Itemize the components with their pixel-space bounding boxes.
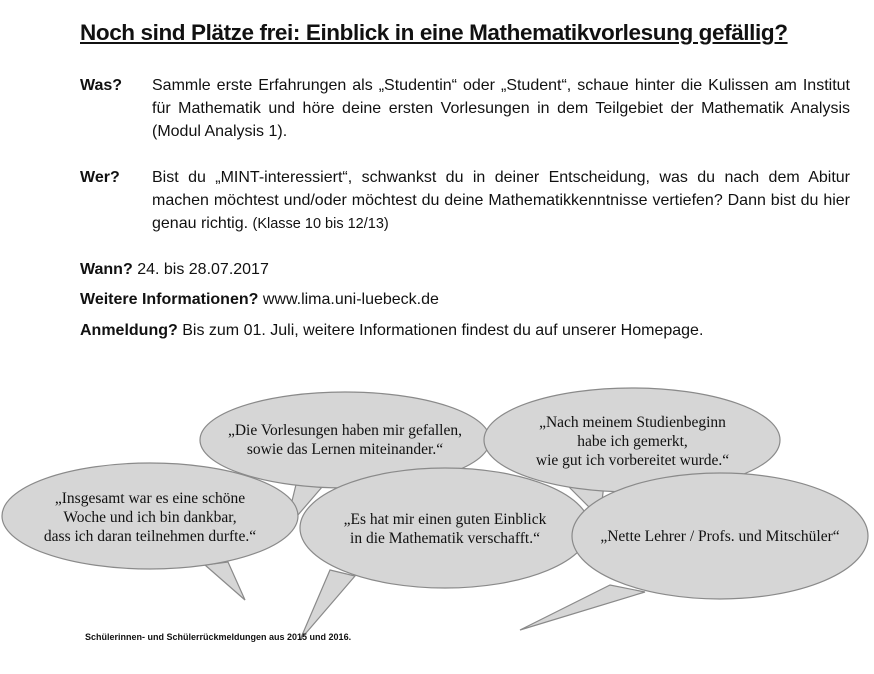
info-url: www.lima.uni-luebeck.de (262, 291, 439, 308)
anmeldung-label: Anmeldung? (80, 322, 178, 339)
quote-studienbeginn: „Nach meinem Studienbeginn habe ich gemerkt, wie gut ich vorbereitet wurde.“ (535, 414, 730, 469)
was-label: Was? (80, 77, 123, 94)
wann-text: 24. bis 28.07.2017 (137, 261, 269, 278)
was-text: Sammle erste Erfahrungen als „Studentin“ oder „Student“, schaue hinter die Kulissen am Institut für Mathematik und höre deine ersten Vorlesungen in dem Teilgebiet der Mathematik Analysis (Modul Analysis 1). (152, 77, 850, 140)
anmeldung-text: Bis zum 01. Juli, weitere Informationen findest du auf unserer Homepage. (182, 322, 704, 339)
wer-label: Wer? (80, 169, 120, 186)
footnote: Schülerinnen- und Schülerrückmeldungen aus 2015 und 2016. (85, 632, 352, 642)
bubble-einblick (300, 468, 590, 640)
wer-body: Bist du „MINT-interessiert“, schwankst du in deiner Entscheidung, was du nach dem Abitur machen möchtest und/oder möchtest du deine Mathematikkenntnisse vertiefen? Dann bist du hier genau richtig. (152, 169, 850, 232)
quote-lehrer: „Nette Lehrer / Profs. und Mitschüler“ (600, 528, 840, 545)
info-label: Weitere Informationen? (80, 291, 259, 308)
quote-einblick: „Es hat mir einen guten Einblick in die Mathematik verschafft.“ (343, 511, 547, 547)
wann-label: Wann? (80, 261, 133, 278)
page-title: Noch sind Plätze frei: Einblick in eine Mathematikvorlesung gefällig? (80, 20, 788, 45)
quote-vorlesungen: „Die Vorlesungen haben mir gefallen, sowie das Lernen miteinander.“ (227, 422, 462, 458)
quote-insgesamt: „Insgesamt war es eine schöne Woche und ich bin dankbar, dass ich daran teilnehmen durfte.“ (43, 490, 257, 545)
wer-note: (Klasse 10 bis 12/13) (252, 216, 389, 232)
